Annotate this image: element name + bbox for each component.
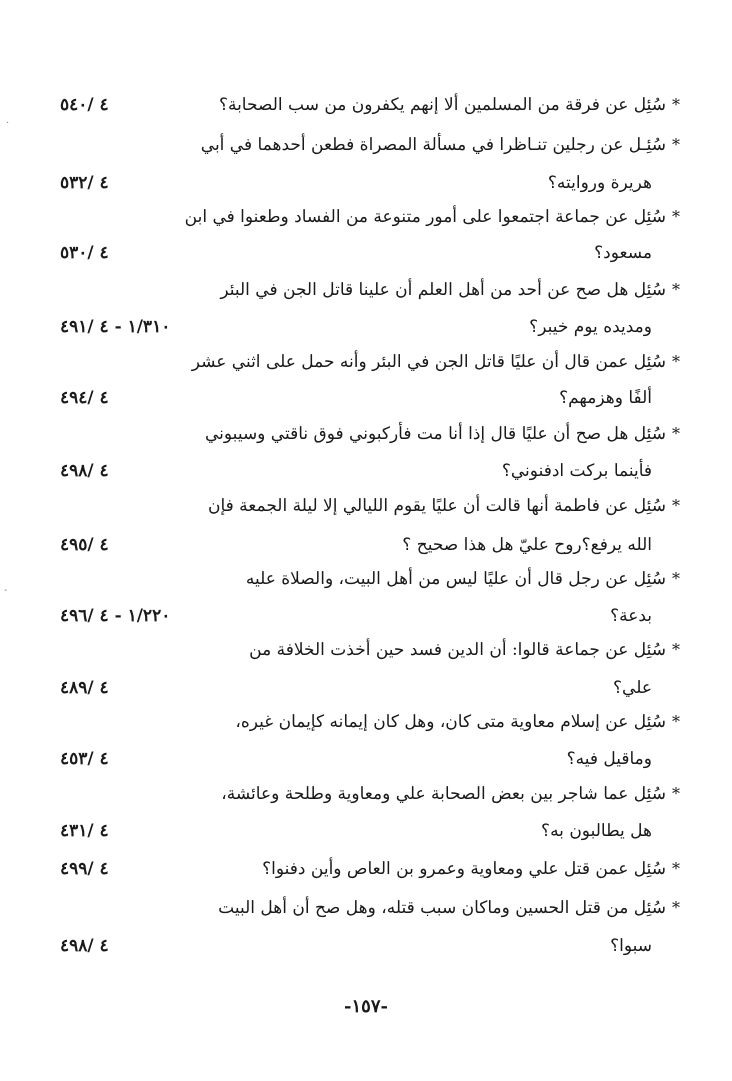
reference-citation: ١/٢٢٠ - ٤ /٤٩٦ (60, 606, 171, 626)
page-number: -١٥٧- (344, 996, 388, 1017)
question-continuation: الله يرفع؟روح عليّ هل هذا صحيح ؟ (402, 535, 652, 555)
question-line: *سُئِل عن جماعة قالوا: أن الدين فسد حين أخذت الخلافة من (249, 640, 680, 660)
reference-citation: ٤ /٥٤٠ (60, 95, 109, 115)
reference-citation: ٤ /٤٥٣ (60, 749, 109, 769)
reference-citation: ٤ /٤٩٨ (60, 461, 109, 481)
question-line: *سُئِـل عن رجلين تنـاظرا في مسألة المصراة فطعن أحدهما في أبي (200, 135, 680, 155)
margin-speck: · (6, 118, 10, 129)
reference-citation: ٤ /٤٩٩ (60, 859, 109, 879)
question-line: *سُئِل هل صح أن عليًا قال إذا أنا مت فأركبوني فوق ناقتي وسيبوني (205, 424, 680, 444)
bullet-star: * (672, 859, 680, 878)
bullet-star: * (672, 640, 680, 659)
reference-citation: ٤ /٤٩٤ (60, 388, 109, 408)
question-line: *سُئِل عما شاجر بين بعض الصحابة علي ومعاوية وطلحة وعائشة، (221, 784, 680, 804)
question-continuation: فأينما بركت ادفنوني؟ (501, 461, 652, 481)
reference-citation: ٤ /٤٣١ (60, 821, 109, 841)
reference-citation: ٤ /٤٩٨ (60, 936, 109, 956)
reference-citation: ٤ /٥٣٢ (60, 173, 109, 193)
reference-citation: ١/٣١٠ - ٤ /٤٩١ (60, 317, 171, 337)
bullet-star: * (672, 207, 680, 226)
question-continuation: مسعود؟ (594, 243, 652, 263)
bullet-star: * (672, 352, 680, 371)
bullet-star: * (672, 569, 680, 588)
reference-citation: ٤ /٤٩٥ (60, 535, 109, 555)
question-continuation: علي؟ (613, 678, 652, 698)
question-line: *سُئِل عن جماعة اجتمعوا على أمور متنوعة من الفساد وطعنوا في ابن (184, 207, 680, 227)
bullet-star: * (672, 784, 680, 803)
bullet-star: * (672, 424, 680, 443)
question-line: *سُئِل عن فاطمة أنها قالت أن عليًا يقوم الليالي إلا ليلة الجمعة فإن (207, 496, 680, 516)
bullet-star: * (672, 496, 680, 515)
reference-citation: ٤ /٤٨٩ (60, 678, 109, 698)
question-continuation: هل يطالبون به؟ (541, 821, 652, 841)
question-line: *سُئِل هل صح عن أحد من أهل العلم أن علينا قاتل الجن في البئر (220, 280, 680, 300)
question-continuation: سبوا؟ (610, 936, 652, 956)
question-line: *سُئِل من قتل الحسين وماكان سبب قتله، وهل صح أن أهل البيت (218, 898, 680, 918)
question-continuation: ألفًا وهزمهم؟ (559, 388, 652, 408)
question-continuation: ومديده يوم خيبر؟ (529, 317, 652, 337)
bullet-star: * (672, 135, 680, 154)
question-continuation: وماقيل فيه؟ (566, 749, 652, 769)
question-continuation: هريرة وروايته؟ (547, 173, 652, 193)
reference-citation: ٤ /٥٣٠ (60, 243, 109, 263)
bullet-star: * (672, 280, 680, 299)
bullet-star: * (672, 712, 680, 731)
question-line: *سُئِل عن إسلام معاوية متى كان، وهل كان إيمانه كإيمان غيره، (235, 712, 680, 732)
question-line: *سُئِل عن رجل قال أن عليًا ليس من أهل البيت، والصلاة عليه (245, 569, 680, 589)
margin-speck: - (4, 585, 8, 596)
question-line: *سُئِل عن فرقة من المسلمين ألا إنهم يكفرون من سب الصحابة؟ (218, 95, 680, 115)
bullet-star: * (672, 95, 680, 114)
question-line: *سُئِل عمن قال أن عليًا قاتل الجن في البئر وأنه حمل على اثني عشر (191, 352, 680, 372)
bullet-star: * (672, 898, 680, 917)
question-line: *سُئِل عمن قتل علي ومعاوية وعمرو بن العاص وأين دفنوا؟ (262, 859, 680, 879)
question-continuation: بدعة؟ (610, 606, 652, 626)
